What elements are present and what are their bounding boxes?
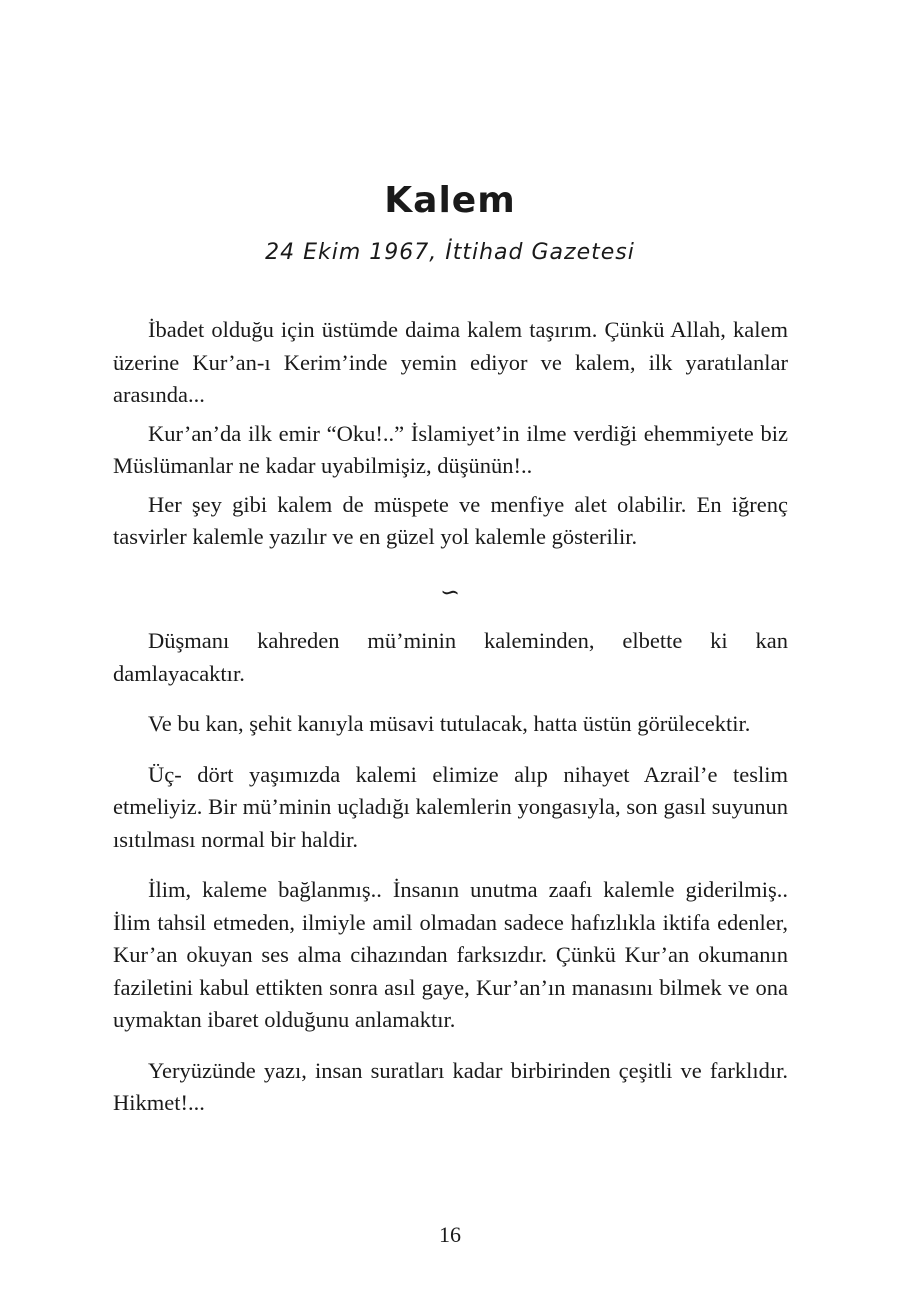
page-subtitle: 24 Ekim 1967, İttihad Gazetesi [265,240,635,265]
text-block-bottom [113,625,788,1120]
paragraph: Üç- dört yaşımızda kalemi elimize alıp nihayet Azrail’e teslim etmeliyiz. Bir mü’minin uçladığı kalemlerin yongasıyla, son gasıl suyunun ısıtılması normal bir haldir. [113,761,788,852]
paragraph: İbadet olduğu için üstümde daima kalem taşırım. Çünkü Allah, kalem üzerine Kur’an-ı Kerim’inde yemin ediyor ve kalem, ilk yaratılanlar arasında... [113,317,788,407]
page-title: Kalem [384,180,516,221]
paragraph: Her şey gibi kalem de müspete ve menfiye alet olabilir. En iğrenç tasvirler kalemle yazılır ve en güzel yol kalemle gösterilir. [113,491,788,549]
page-number: 16 [439,1222,461,1247]
text-block-top [113,314,788,554]
paragraph: Düşmanı kahreden mü’minin kaleminden, elbette ki kan damlayacaktır. [113,628,788,686]
paragraph: Yeryüzünde yazı, insan suratları kadar birbirinden çeşitli ve farklıdır. Hikmet!... [113,1057,788,1115]
paragraph: Kur’an’da ilk emir “Oku!..” İslamiyet’in ilme verdiği ehemmiyete biz Müslümanlar ne kadar uyabilmişiz, düşünün!.. [113,420,788,478]
paragraph: İlim, kaleme bağlanmış.. İnsanın unutma zaafı kalemle giderilmiş.. İlim tahsil etmeden, ilmiyle amil olmadan sadece hafızlıkla iktifa edenler, Kur’an okuyan ses alma cihazından farksızdır. Çünkü Kur’an okumanın faziletini kabul ettikten sonra asıl gaye, Kur’an’ın manasını bilmek ve ona uymaktan ibaret olduğunu anlamaktır. [113,877,788,1032]
ornament-divider-icon: ∽ [439,578,461,606]
paragraph: Ve bu kan, şehit kanıyla müsavi tutulacak, hatta üstün görülecektir. [148,711,751,736]
